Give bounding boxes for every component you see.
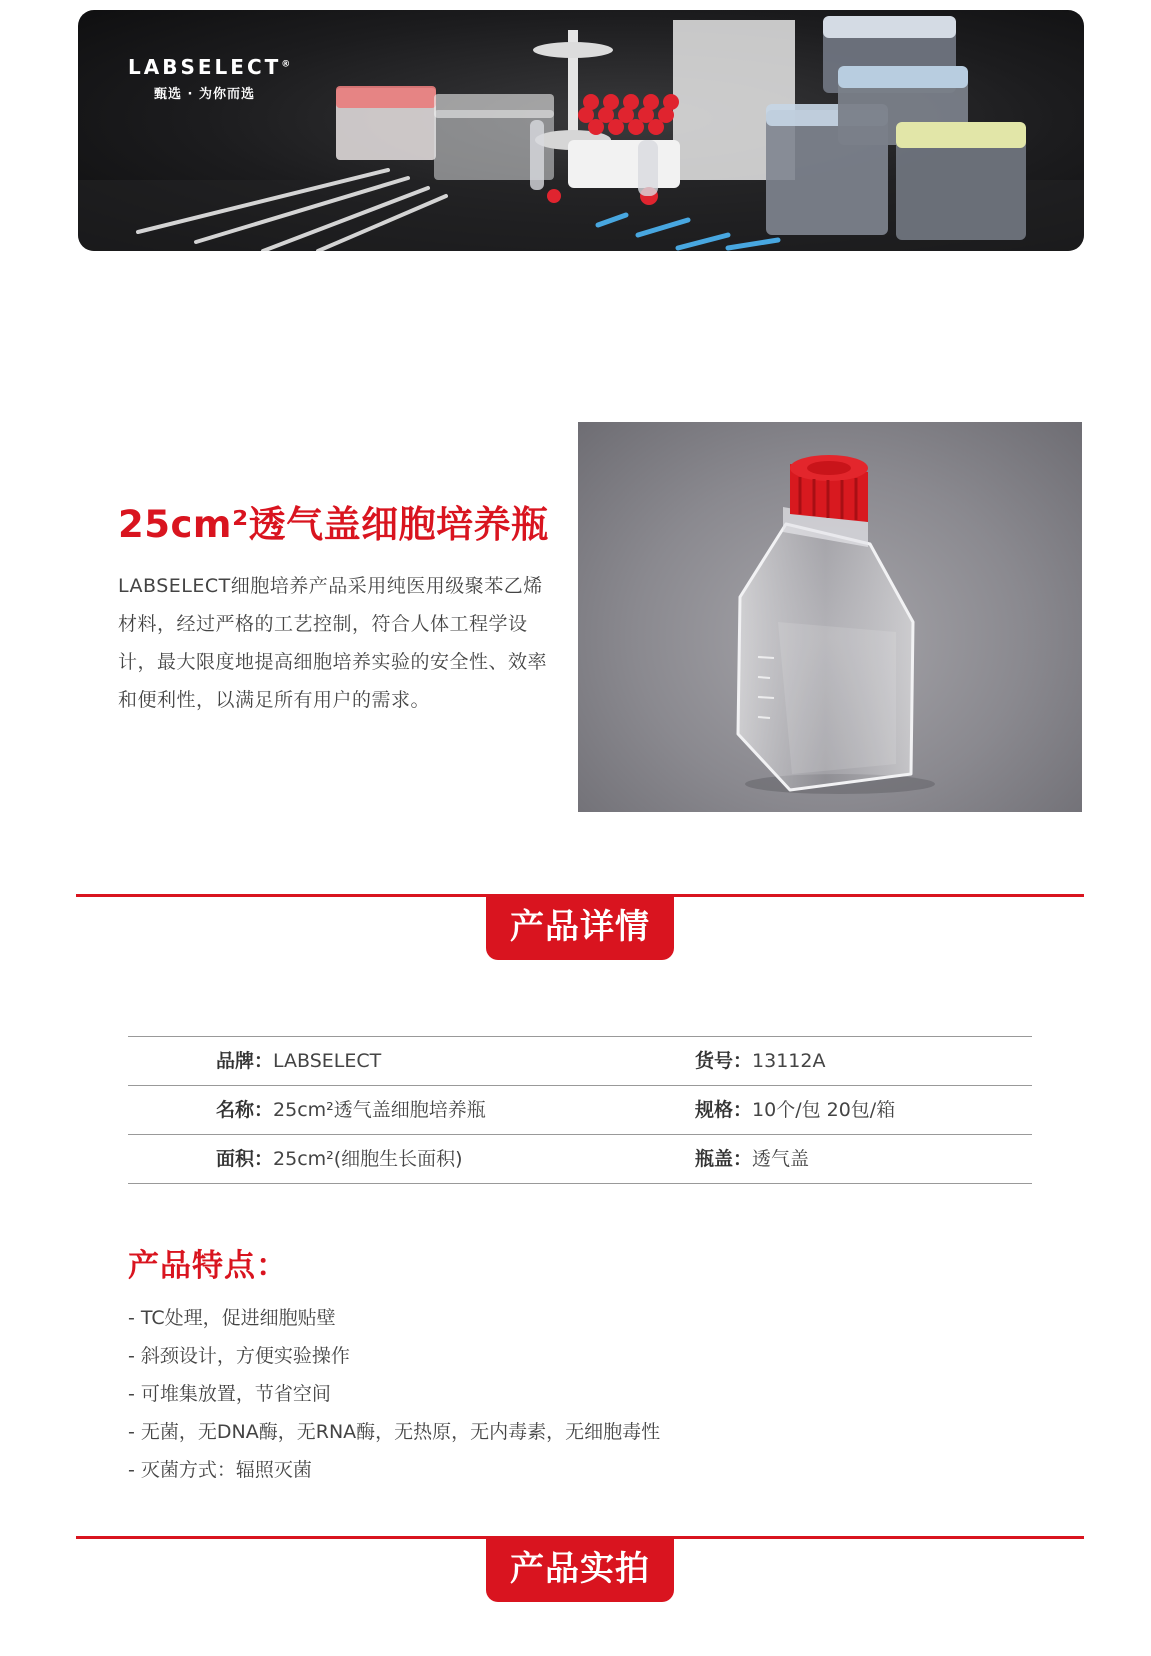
photos-section-tab: 产品实拍 <box>486 1536 674 1602</box>
feature-item: - 可堆集放置，节省空间 <box>128 1383 331 1405</box>
product-title: 25cm²透气盖细胞培养瓶 <box>118 503 549 546</box>
lab-products-illustration <box>78 10 1084 251</box>
feature-item: - 无菌，无DNA酶，无RNA酶，无热原，无内毒素，无细胞毒性 <box>128 1421 661 1443</box>
spec-table <box>128 1036 1032 1184</box>
product-photo <box>578 422 1082 812</box>
spec-value: 25cm²透气盖细胞培养瓶 <box>273 1099 486 1121</box>
spec-label: 货号： <box>695 1050 753 1072</box>
feature-item: - 斜颈设计，方便实验操作 <box>128 1345 350 1367</box>
brand-name: LABSELECT <box>128 55 282 79</box>
feature-item: - 灭菌方式：辐照灭菌 <box>128 1459 312 1481</box>
spec-label: 面积： <box>216 1148 274 1170</box>
spec-value: 25cm²(细胞生长面积) <box>273 1148 463 1170</box>
spec-value: LABSELECT <box>273 1050 382 1072</box>
spec-label: 瓶盖： <box>695 1148 753 1170</box>
brand-slogan: 甄选 · 为你而选 <box>154 87 255 102</box>
spec-value: 10个/包 20包/箱 <box>752 1099 896 1121</box>
registered-mark: ® <box>281 59 291 70</box>
spec-label: 规格： <box>695 1099 753 1121</box>
spec-value: 13112A <box>752 1050 826 1072</box>
spec-row <box>128 1086 1032 1135</box>
cell-culture-flask-image <box>578 422 1082 812</box>
details-section-header <box>76 894 1084 964</box>
hero-banner <box>78 10 1084 251</box>
brand-logo <box>128 55 290 102</box>
spec-label: 品牌： <box>216 1050 274 1072</box>
details-section-tab: 产品详情 <box>486 894 674 960</box>
features-list <box>128 1299 660 1489</box>
spec-row <box>128 1135 1032 1184</box>
spec-row <box>128 1037 1032 1086</box>
spec-value: 透气盖 <box>752 1148 810 1170</box>
feature-item: - TC处理，促进细胞贴壁 <box>128 1307 336 1329</box>
features-title: 产品特点： <box>128 1248 288 1284</box>
spec-label: 名称： <box>216 1099 274 1121</box>
product-description: LABSELECT细胞培养产品采用纯医用级聚苯乙烯材料，经过严格的工艺控制，符合人体工程学设计，最大限度地提高细胞培养实验的安全性、效率和便利性，以满足所有用户的需求。 <box>118 575 548 711</box>
photos-section-header <box>76 1536 1084 1606</box>
